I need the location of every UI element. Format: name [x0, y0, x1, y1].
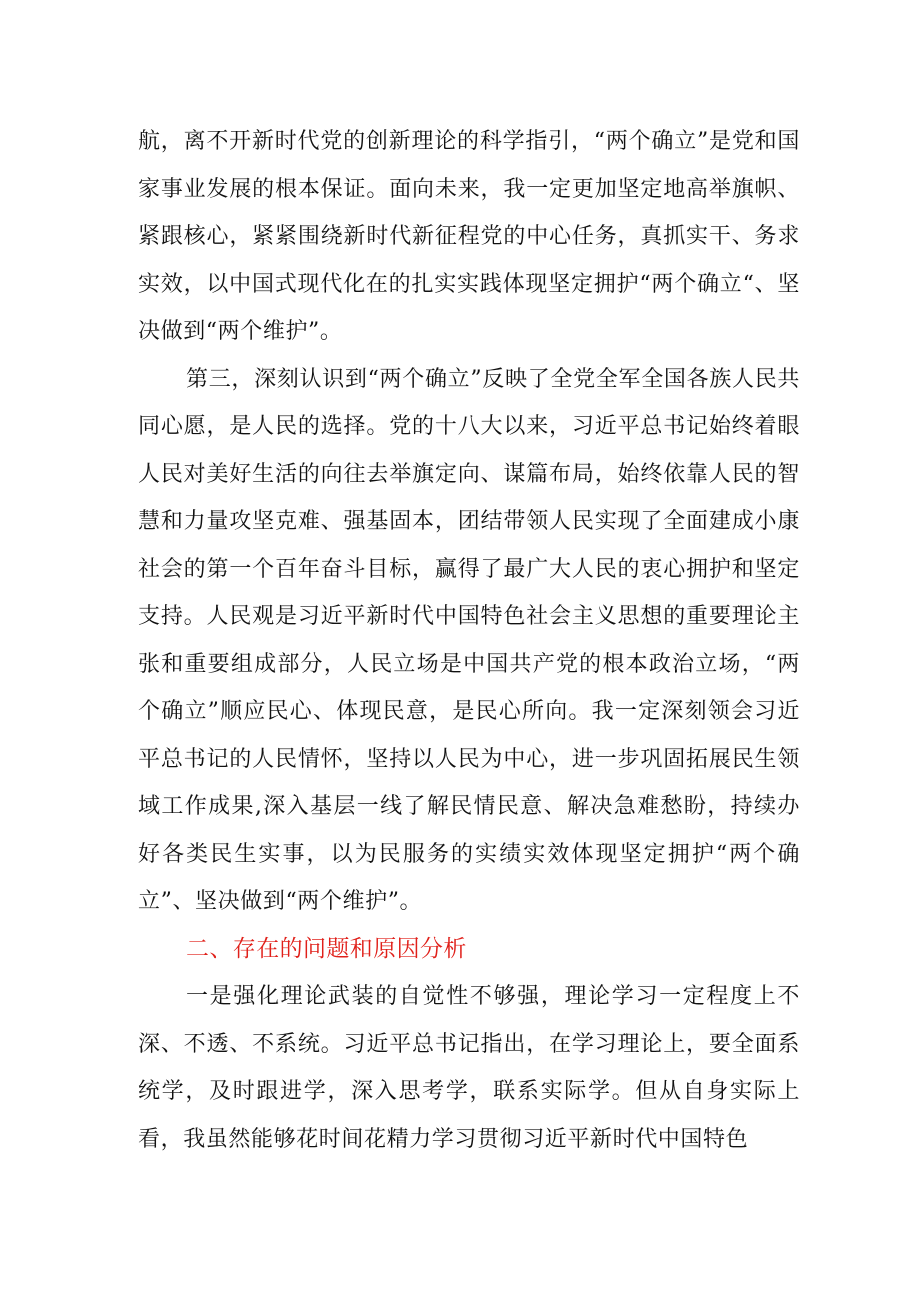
paragraph-problem-one: 一是强化理论武装的自觉性不够强，理论学习一定程度上不深、不透、不系统。习近平总书记指出，在学习理论上，要全面系统学，及时跟进学，深入思考学，联系实际学。但从自身实际上看，我虽然能够花时间花精力学习贯彻习近平新时代中国特色	[138, 984, 800, 1152]
paragraph-continuation: 航，离不开新时代党的创新理论的科学指引，“两个确立”是党和国家事业发展的根本保证。面向未来，我一定更加坚定地高举旗帜、紧跟核心，紧紧围绕新时代新征程党的中心任务，真抓实干、务求实效，以中国式现代化在的扎实实践体现坚定拥护“两个确立“、坚决做到“两个维护”。	[138, 129, 800, 344]
document-body	[138, 118, 800, 1163]
section-heading: 二、存在的问题和原因分析	[186, 935, 467, 962]
paragraph-third-point: 第三，深刻认识到“两个确立”反映了全党全军全国各族人民共同心愿，是人民的选择。党的十八大以来，习近平总书记始终着眼人民对美好生活的向往去举旗定向、谋篇布局，始终依靠人民的智慧和力量攻坚克难、强基固本，团结带领人民实现了全面建成小康社会的第一个百年奋斗目标，赢得了最广大人民的衷心拥护和坚定支持。人民观是习近平新时代中国特色社会主义思想的重要理论主张和重要组成部分，人民立场是中国共产党的根本政治立场，“两个确立”顺应民心、体现民意，是民心所向。我一定深刻领会习近平总书记的人民情怀，坚持以人民为中心，进一步巩固拓展民生领域工作成果,深入基层一线了解民情民意、解决急难愁盼，持续办好各类民生实事，以为民服务的实绩实效体现坚定拥护“两个确立”、坚决做到“两个维护”。	[138, 366, 800, 914]
